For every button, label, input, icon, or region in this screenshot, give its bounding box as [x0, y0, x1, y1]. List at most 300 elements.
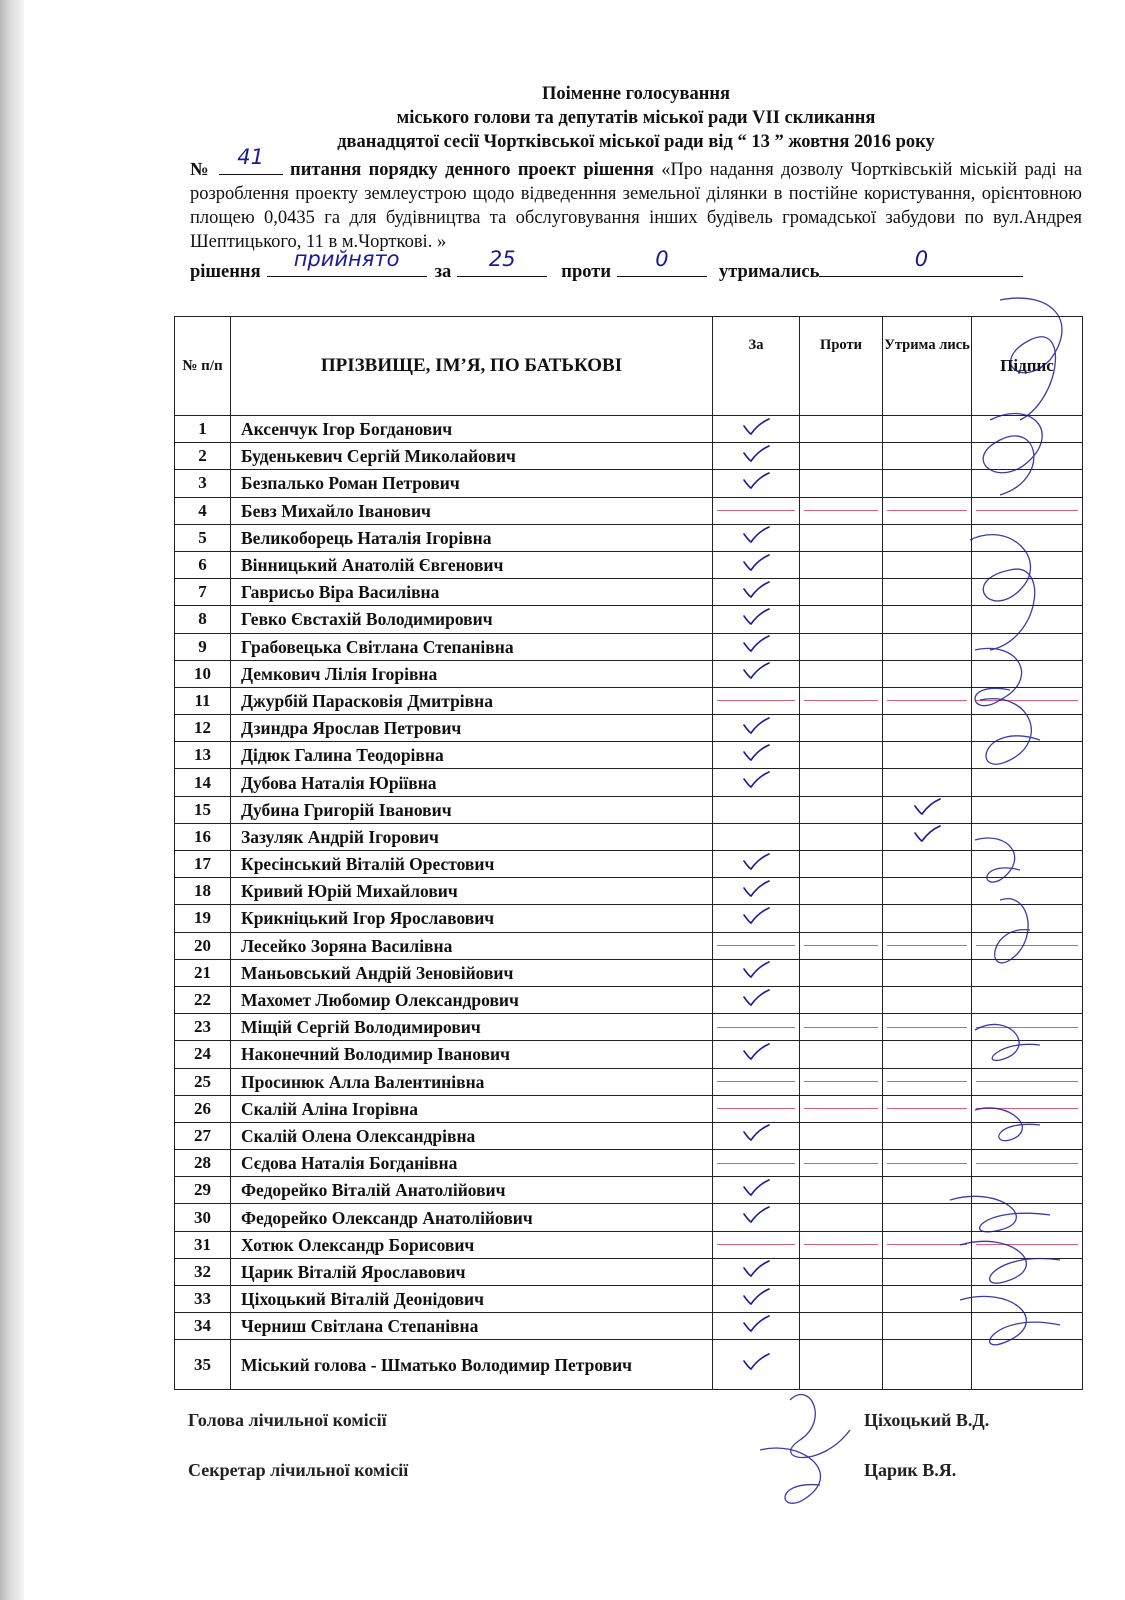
signature-cell	[972, 878, 1083, 905]
absent-strike-line	[887, 700, 967, 701]
row-number: 27	[175, 1122, 231, 1149]
table-row	[175, 1204, 1083, 1231]
checkmark-icon	[742, 880, 770, 898]
vote-cell-against	[800, 959, 883, 986]
row-number: 5	[175, 524, 231, 551]
checkmark-icon	[742, 853, 770, 871]
vote-cell-against	[800, 1068, 883, 1095]
row-number: 29	[175, 1177, 231, 1204]
vote-cell-abstain	[883, 1150, 972, 1177]
vote-cell-abstain	[883, 769, 972, 796]
absent-strike-line	[804, 1027, 878, 1028]
row-name: Махомет Любомир Олександрович	[231, 986, 713, 1013]
vote-cell-abstain	[883, 443, 972, 470]
table-row	[175, 470, 1083, 497]
title-line-1: Поіменне голосування	[541, 84, 731, 104]
decision-label: рішення	[190, 262, 261, 282]
vote-cell-for	[713, 1258, 800, 1285]
vote-cell-against	[800, 1258, 883, 1285]
row-name: Джурбій Парасковія Дмитрівна	[231, 687, 713, 714]
scan-edge-shadow	[0, 0, 24, 1600]
vote-cell-for	[713, 1204, 800, 1231]
vote-cell-for	[713, 1286, 800, 1313]
vote-cell-for	[713, 497, 800, 524]
row-number: 1	[175, 416, 231, 443]
vote-cell-against	[800, 606, 883, 633]
row-number: 8	[175, 606, 231, 633]
vote-cell-abstain	[883, 905, 972, 932]
checkmark-icon	[742, 1353, 770, 1371]
item-lead-text: питання порядку денного проект рішення	[290, 160, 654, 180]
document-header	[190, 82, 1082, 284]
signature-cell	[972, 470, 1083, 497]
vote-cell-abstain	[883, 1258, 972, 1285]
table-row	[175, 1286, 1083, 1313]
vote-cell-abstain	[883, 1177, 972, 1204]
absent-strike-line	[804, 1244, 878, 1245]
table-row	[175, 687, 1083, 714]
signature-cell	[972, 579, 1083, 606]
row-name: Наконечний Володимир Іванович	[231, 1041, 713, 1068]
signature-cell	[972, 1068, 1083, 1095]
header-against: Проти	[800, 317, 883, 416]
checkmark-icon	[742, 554, 770, 572]
vote-table-body	[175, 416, 1083, 1390]
row-name: Царик Віталій Ярославович	[231, 1258, 713, 1285]
row-name: Дзиндра Ярослав Петрович	[231, 715, 713, 742]
absent-strike-line	[717, 700, 795, 701]
vote-cell-against	[800, 878, 883, 905]
vote-cell-for	[713, 524, 800, 551]
absent-strike-line	[717, 1027, 795, 1028]
vote-cell-abstain	[883, 932, 972, 959]
vote-cell-for	[713, 1095, 800, 1122]
checkmark-icon	[742, 1179, 770, 1197]
signature-cell	[972, 1204, 1083, 1231]
table-row	[175, 443, 1083, 470]
vote-cell-for	[713, 715, 800, 742]
vote-cell-for	[713, 1122, 800, 1149]
row-number: 17	[175, 851, 231, 878]
item-text: «Про надання дозволу Чортківській міській раді на розроблення проекту землеустрою щодо відведенння земельної ділянки в постійне користування, орієнтовною площею 0,0435 га для будівництва та обслуговування інших будівель громадської забудови по вул.Андрея Шептицького, 11 в м.Чорткові. »	[190, 160, 1083, 252]
vote-cell-abstain	[883, 986, 972, 1013]
row-name: Хотюк Олександр Борисович	[231, 1231, 713, 1258]
row-number: 2	[175, 443, 231, 470]
signature-cell	[972, 851, 1083, 878]
for-count-field	[457, 247, 547, 277]
vote-cell-for	[713, 551, 800, 578]
checkmark-icon	[742, 418, 770, 436]
for-count-handwritten: 25	[488, 247, 516, 271]
checkmark-icon	[742, 1206, 770, 1224]
vote-cell-against	[800, 1231, 883, 1258]
table-row	[175, 823, 1083, 850]
absent-strike-line	[804, 1163, 878, 1164]
table-row	[175, 1258, 1083, 1285]
row-number: 22	[175, 986, 231, 1013]
vote-cell-abstain	[883, 579, 972, 606]
absent-strike-line	[976, 700, 1078, 701]
row-name: Кривий Юрій Михайлович	[231, 878, 713, 905]
footer-chair	[188, 1410, 1088, 1431]
vote-cell-against	[800, 1177, 883, 1204]
header-for: За	[713, 317, 800, 416]
signature-cell	[972, 959, 1083, 986]
checkmark-icon	[742, 1124, 770, 1142]
row-number: 24	[175, 1041, 231, 1068]
row-number: 13	[175, 742, 231, 769]
signature-cell	[972, 551, 1083, 578]
row-name: Крикніцький Ігор Ярославович	[231, 905, 713, 932]
vote-cell-for	[713, 1014, 800, 1041]
checkmark-icon	[742, 445, 770, 463]
row-number: 14	[175, 769, 231, 796]
signature-cell	[972, 986, 1083, 1013]
vote-cell-against	[800, 796, 883, 823]
row-number: 18	[175, 878, 231, 905]
vote-cell-for	[713, 579, 800, 606]
absent-strike-line	[717, 1244, 795, 1245]
table-row	[175, 416, 1083, 443]
row-name: Грабовецька Світлана Степанівна	[231, 633, 713, 660]
signature-cell	[972, 905, 1083, 932]
vote-cell-against	[800, 1014, 883, 1041]
vote-cell-for	[713, 606, 800, 633]
checkmark-icon	[742, 1315, 770, 1333]
absent-strike-line	[804, 510, 878, 511]
table-row	[175, 633, 1083, 660]
vote-table	[174, 316, 1083, 1390]
absent-strike-line	[804, 945, 878, 946]
vote-cell-abstain	[883, 416, 972, 443]
decision-handwritten: прийнято	[293, 247, 400, 271]
vote-cell-against	[800, 687, 883, 714]
signature-cell	[972, 1150, 1083, 1177]
table-row	[175, 905, 1083, 932]
vote-cell-abstain	[883, 1041, 972, 1068]
signature-cell	[972, 660, 1083, 687]
checkmark-icon	[742, 989, 770, 1007]
table-row	[175, 1041, 1083, 1068]
secretary-label: Секретар лічильної комісії	[188, 1460, 409, 1480]
table-row	[175, 851, 1083, 878]
table-row	[175, 986, 1083, 1013]
signature-cell	[972, 497, 1083, 524]
vote-cell-for	[713, 905, 800, 932]
checkmark-icon	[742, 907, 770, 925]
absent-strike-line	[976, 1163, 1078, 1164]
vote-cell-against	[800, 851, 883, 878]
vote-cell-for	[713, 823, 800, 850]
vote-cell-abstain	[883, 959, 972, 986]
row-number: 31	[175, 1231, 231, 1258]
table-row	[175, 1177, 1083, 1204]
table-row	[175, 932, 1083, 959]
vote-cell-against	[800, 1095, 883, 1122]
vote-cell-for	[713, 633, 800, 660]
row-name: Бевз Михайло Іванович	[231, 497, 713, 524]
checkmark-icon	[742, 635, 770, 653]
vote-cell-abstain	[883, 551, 972, 578]
row-number: 15	[175, 796, 231, 823]
absent-strike-line	[887, 1081, 967, 1082]
vote-cell-abstain	[883, 633, 972, 660]
table-row	[175, 742, 1083, 769]
vote-cell-abstain	[883, 1068, 972, 1095]
row-number: 16	[175, 823, 231, 850]
row-name: Скалій Олена Олександрівна	[231, 1122, 713, 1149]
table-row	[175, 1095, 1083, 1122]
row-name: Просинюк Алла Валентинівна	[231, 1068, 713, 1095]
item-number-field	[219, 145, 283, 175]
absent-strike-line	[804, 700, 878, 701]
vote-cell-abstain	[883, 823, 972, 850]
table-row	[175, 1014, 1083, 1041]
vote-cell-abstain	[883, 660, 972, 687]
row-number: 28	[175, 1150, 231, 1177]
vote-cell-against	[800, 932, 883, 959]
vote-cell-abstain	[883, 1313, 972, 1340]
absent-strike-line	[887, 1027, 967, 1028]
abstain-count-handwritten: 0	[914, 247, 929, 271]
row-name: Міщій Сергій Володимирович	[231, 1014, 713, 1041]
vote-cell-against	[800, 470, 883, 497]
row-number: 35	[175, 1340, 231, 1390]
decision-field	[267, 247, 427, 277]
vote-cell-for	[713, 470, 800, 497]
checkmark-icon	[742, 662, 770, 680]
vote-cell-abstain	[883, 1286, 972, 1313]
vote-cell-for	[713, 660, 800, 687]
row-number: 3	[175, 470, 231, 497]
row-number: 33	[175, 1286, 231, 1313]
row-number: 11	[175, 687, 231, 714]
row-number: 10	[175, 660, 231, 687]
row-name: Гевко Євстахій Володимирович	[231, 606, 713, 633]
row-name: Зазуляк Андрій Ігорович	[231, 823, 713, 850]
vote-cell-for	[713, 443, 800, 470]
vote-cell-for	[713, 1340, 800, 1390]
vote-cell-against	[800, 1122, 883, 1149]
vote-cell-against	[800, 823, 883, 850]
vote-cell-abstain	[883, 606, 972, 633]
table-row	[175, 497, 1083, 524]
vote-cell-against	[800, 986, 883, 1013]
signature-cell	[972, 1177, 1083, 1204]
signature-cell	[972, 1340, 1083, 1390]
decision-row	[190, 247, 1082, 284]
row-number: 32	[175, 1258, 231, 1285]
header-number: № п/п	[175, 317, 231, 416]
vote-cell-for	[713, 986, 800, 1013]
vote-cell-against	[800, 742, 883, 769]
vote-cell-against	[800, 551, 883, 578]
vote-cell-for	[713, 878, 800, 905]
checkmark-icon	[913, 798, 941, 816]
row-name: Лесейко Зоряна Василівна	[231, 932, 713, 959]
table-row	[175, 1313, 1083, 1340]
row-name: Маньовський Андрій Зеновійович	[231, 959, 713, 986]
vote-cell-abstain	[883, 1340, 972, 1390]
signature-cell	[972, 932, 1083, 959]
checkmark-icon	[742, 608, 770, 626]
checkmark-icon	[742, 961, 770, 979]
row-name: Дідюк Галина Теодорівна	[231, 742, 713, 769]
signature-cell	[972, 1014, 1083, 1041]
secretary-name: Царик В.Я.	[864, 1460, 957, 1480]
vote-cell-against	[800, 579, 883, 606]
signature-cell	[972, 769, 1083, 796]
vote-cell-against	[800, 443, 883, 470]
agenda-item-paragraph	[190, 145, 1083, 254]
row-number: 12	[175, 715, 231, 742]
signature-cell	[972, 443, 1083, 470]
vote-cell-against	[800, 1286, 883, 1313]
signature-cell	[972, 742, 1083, 769]
checkmark-icon	[742, 771, 770, 789]
vote-cell-abstain	[883, 1122, 972, 1149]
table-row	[175, 551, 1083, 578]
header-signature: Підпис	[972, 317, 1083, 416]
row-number: 4	[175, 497, 231, 524]
table-row	[175, 606, 1083, 633]
signature-cell	[972, 416, 1083, 443]
row-name: Великоборець Наталія Ігорівна	[231, 524, 713, 551]
vote-cell-for	[713, 932, 800, 959]
absent-strike-line	[887, 1108, 967, 1109]
row-name: Демкович Лілія Ігорівна	[231, 660, 713, 687]
checkmark-icon	[742, 581, 770, 599]
footer-secretary	[188, 1460, 1088, 1481]
absent-strike-line	[976, 1108, 1078, 1109]
signature-cell	[972, 1041, 1083, 1068]
vote-cell-against	[800, 1150, 883, 1177]
vote-cell-abstain	[883, 470, 972, 497]
row-name: Буденькевич Сергій Миколайович	[231, 443, 713, 470]
row-name: Дубина Григорій Іванович	[231, 796, 713, 823]
vote-cell-against	[800, 524, 883, 551]
signature-cell	[972, 715, 1083, 742]
vote-cell-for	[713, 796, 800, 823]
vote-cell-abstain	[883, 524, 972, 551]
table-row	[175, 959, 1083, 986]
vote-cell-against	[800, 497, 883, 524]
vote-cell-for	[713, 1041, 800, 1068]
checkmark-icon	[742, 717, 770, 735]
table-row	[175, 1068, 1083, 1095]
row-name: Федорейко Віталій Анатолійович	[231, 1177, 713, 1204]
vote-cell-abstain	[883, 878, 972, 905]
for-label: за	[434, 262, 452, 282]
signature-cell	[972, 633, 1083, 660]
vote-cell-for	[713, 1177, 800, 1204]
row-number: 23	[175, 1014, 231, 1041]
table-row	[175, 660, 1083, 687]
signature-cell	[972, 524, 1083, 551]
table-row	[175, 1150, 1083, 1177]
row-number: 20	[175, 932, 231, 959]
absent-strike-line	[976, 1244, 1078, 1245]
absent-strike-line	[887, 1163, 967, 1164]
absent-strike-line	[976, 945, 1078, 946]
table-row	[175, 1231, 1083, 1258]
row-name: Федорейко Олександр Анатолійович	[231, 1204, 713, 1231]
signature-cell	[972, 823, 1083, 850]
row-name: Скалій Аліна Ігорівна	[231, 1095, 713, 1122]
checkmark-icon	[742, 744, 770, 762]
vote-cell-against	[800, 715, 883, 742]
signature-cell	[972, 796, 1083, 823]
vote-cell-for	[713, 742, 800, 769]
title-line-2: міського голови та депутатів міської ради VII скликання	[396, 108, 876, 128]
header-abstain: Утрима лись	[883, 317, 972, 416]
row-name: Дубова Наталія Юріївна	[231, 769, 713, 796]
table-row	[175, 579, 1083, 606]
vote-cell-for	[713, 769, 800, 796]
signature-cell	[972, 1231, 1083, 1258]
item-number-label: №	[190, 160, 212, 180]
vote-cell-for	[713, 687, 800, 714]
chair-label: Голова лічильної комісії	[188, 1410, 387, 1430]
table-row	[175, 796, 1083, 823]
vote-cell-abstain	[883, 1204, 972, 1231]
abstain-label: утримались	[718, 262, 820, 282]
vote-cell-against	[800, 633, 883, 660]
vote-cell-against	[800, 1313, 883, 1340]
vote-cell-for	[713, 416, 800, 443]
row-number: 26	[175, 1095, 231, 1122]
row-number: 21	[175, 959, 231, 986]
row-number: 25	[175, 1068, 231, 1095]
vote-cell-against	[800, 660, 883, 687]
vote-cell-against	[800, 769, 883, 796]
table-row	[175, 878, 1083, 905]
vote-cell-abstain	[883, 497, 972, 524]
table-row	[175, 1340, 1083, 1390]
row-number: 30	[175, 1204, 231, 1231]
vote-cell-for	[713, 1313, 800, 1340]
row-number: 6	[175, 551, 231, 578]
checkmark-icon	[742, 472, 770, 490]
vote-cell-abstain	[883, 796, 972, 823]
absent-strike-line	[717, 510, 795, 511]
table-row	[175, 1122, 1083, 1149]
absent-strike-line	[717, 1081, 795, 1082]
vote-cell-for	[713, 851, 800, 878]
absent-strike-line	[976, 1081, 1078, 1082]
header-name: ПРІЗВИЩЕ, ІМ’Я, ПО БАТЬКОВІ	[231, 317, 713, 416]
row-name: Аксенчук Ігор Богданович	[231, 416, 713, 443]
absent-strike-line	[887, 945, 967, 946]
row-number: 34	[175, 1313, 231, 1340]
vote-cell-against	[800, 1041, 883, 1068]
row-name: Кресінський Віталій Орестович	[231, 851, 713, 878]
signature-cell	[972, 1286, 1083, 1313]
signature-cell	[972, 606, 1083, 633]
against-label: проти	[561, 262, 611, 282]
row-number: 19	[175, 905, 231, 932]
vote-cell-for	[713, 959, 800, 986]
vote-cell-against	[800, 1340, 883, 1390]
absent-strike-line	[804, 1108, 878, 1109]
vote-cell-abstain	[883, 687, 972, 714]
vote-cell-against	[800, 416, 883, 443]
vote-cell-abstain	[883, 851, 972, 878]
vote-cell-for	[713, 1150, 800, 1177]
signature-cell	[972, 1258, 1083, 1285]
table-row	[175, 769, 1083, 796]
table-row	[175, 524, 1083, 551]
